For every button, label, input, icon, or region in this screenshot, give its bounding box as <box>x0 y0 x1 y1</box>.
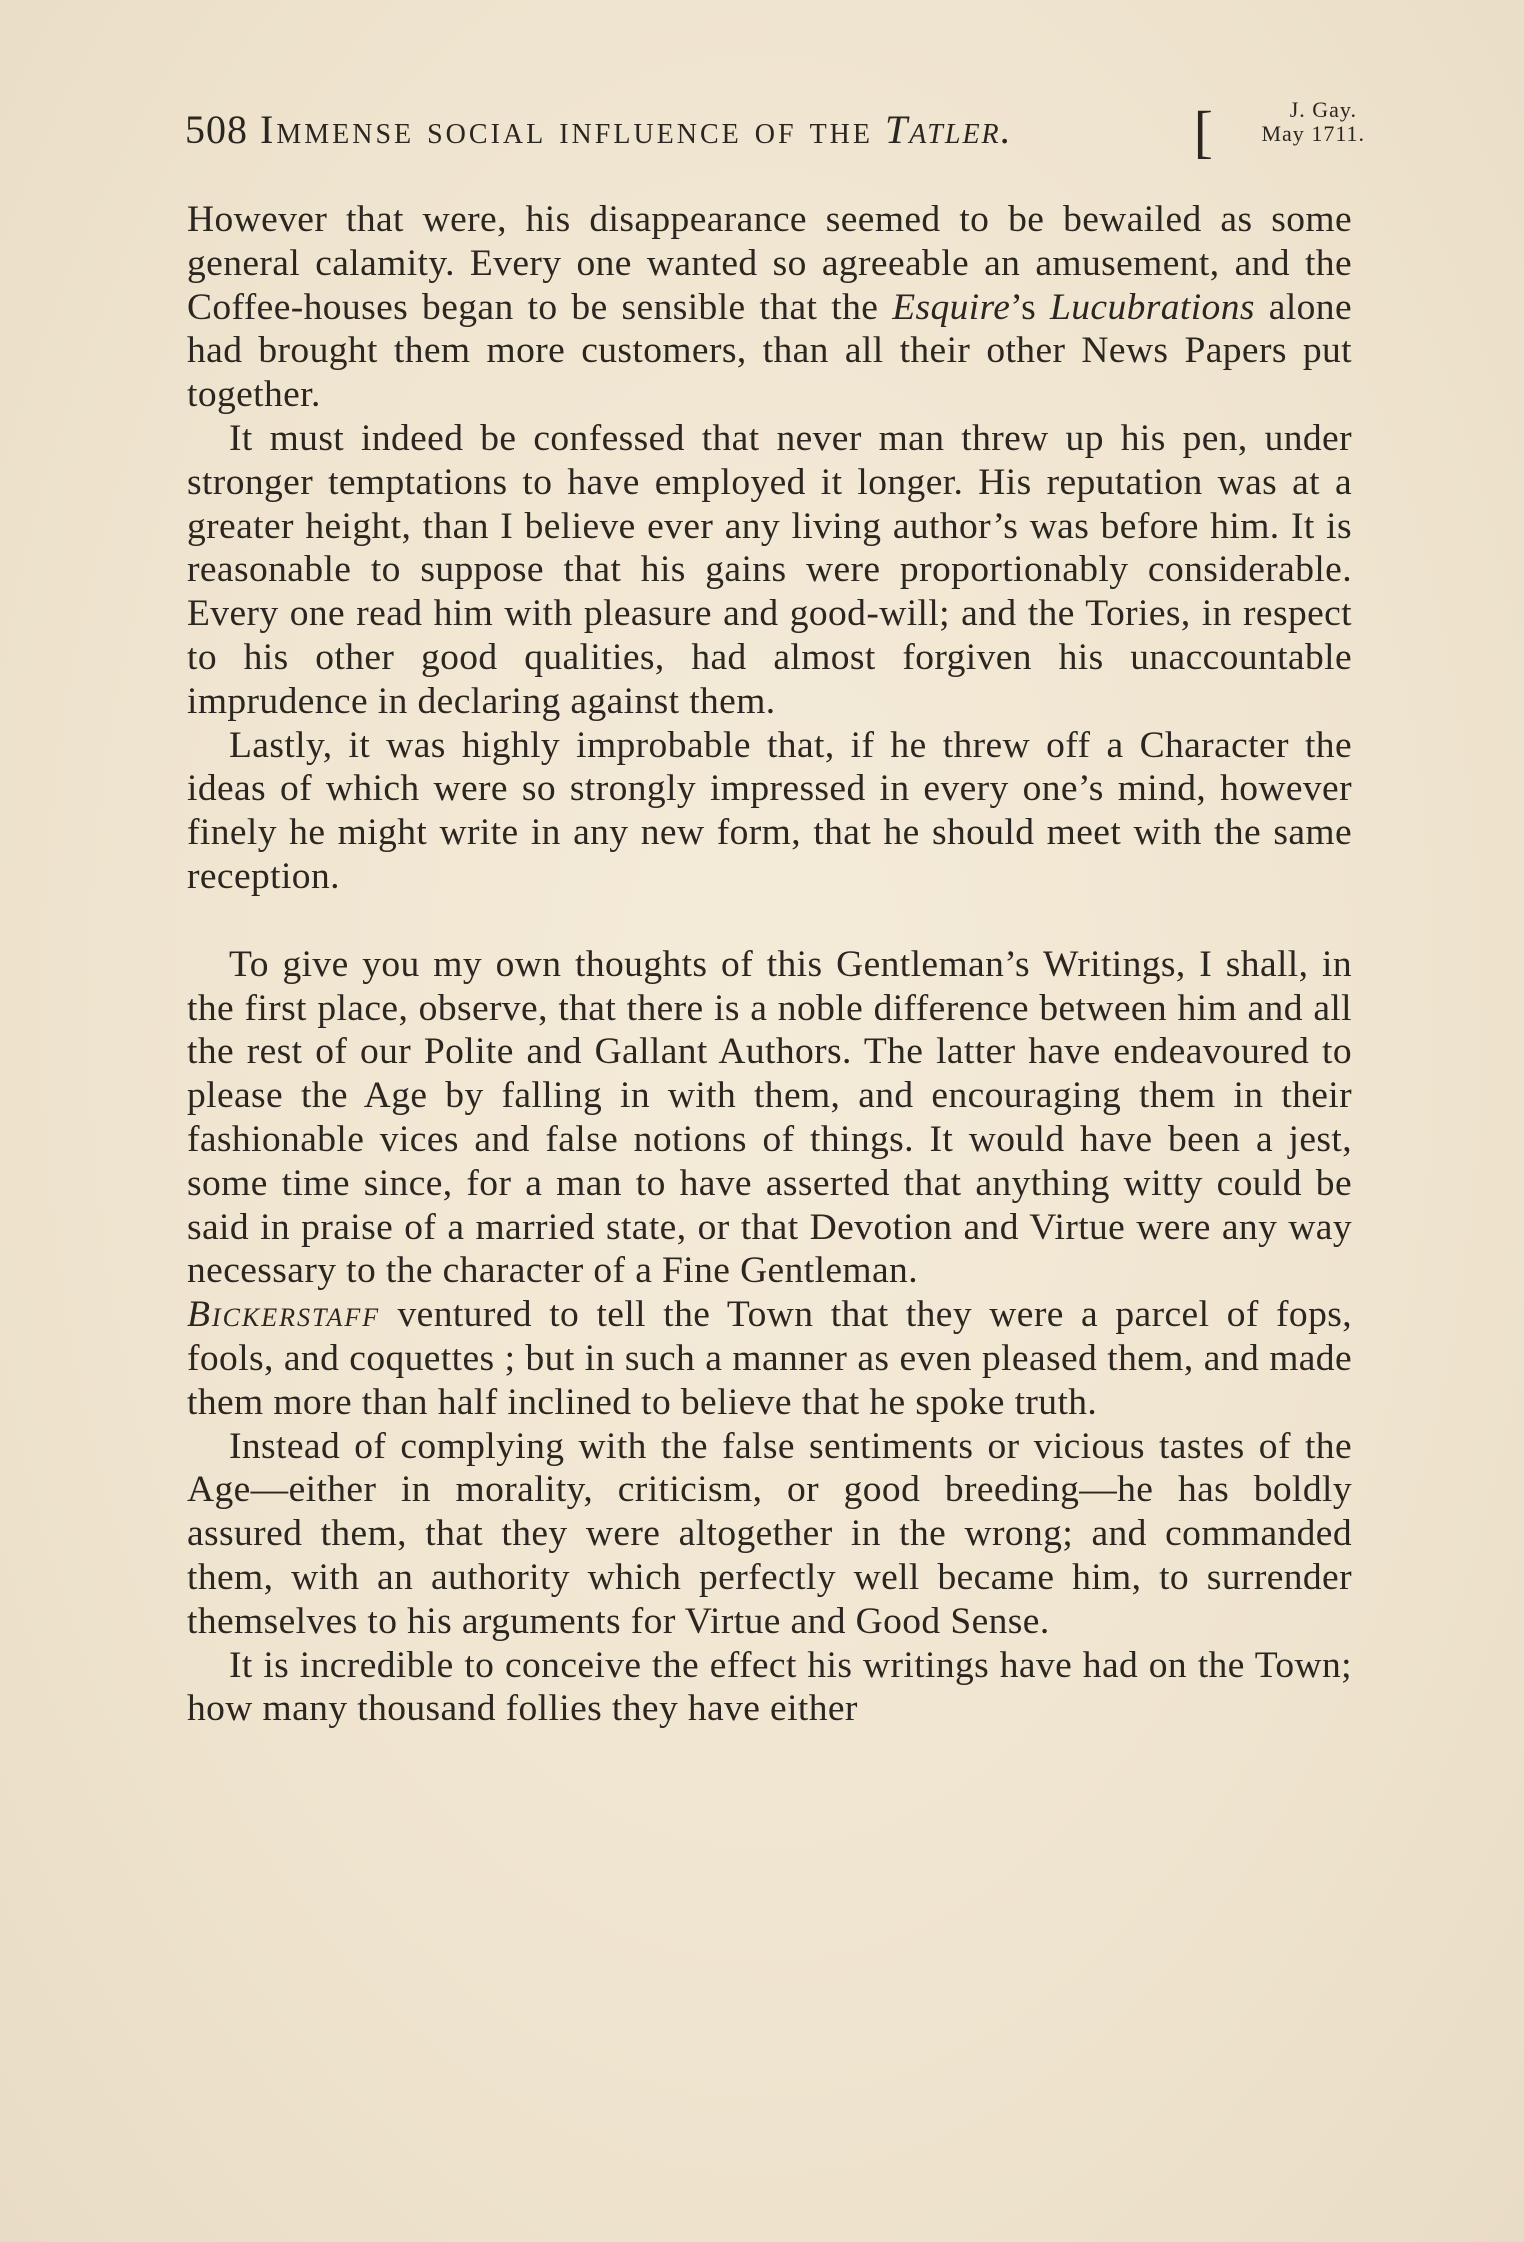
paragraph-1: However that were, his disappearance seemed to be bewailed as some general calamity. Every one wanted so agreeable an amusement, and the Coffee-houses began to be sensible that the Esquire’s Lucubrations alone had brought them more customers, than all their other News Papers put together. <box>187 199 1352 416</box>
paragraph-5: Bickerstaff ventured to tell the Town that they were a parcel of fops, fools, and coquettes ; but in such a manner as even pleased them, and made them more than half inclined to believe that he spoke truth. <box>187 1294 1352 1423</box>
running-header <box>185 97 1365 166</box>
header-title: Immense social influence of the <box>260 107 873 152</box>
small-caps-bickerstaff: Bickerstaff <box>187 1294 381 1336</box>
paragraph-3: Lastly, it was highly improbable that, if he threw off a Character the ideas of which were so strongly impressed in every one’s mind, however finely he might write in any new form, that he should meet with the same reception. <box>187 724 1352 897</box>
side-note-date <box>1225 122 1365 146</box>
paragraph-4: To give you my own thoughts of this Gentleman’s Writings, I shall, in the first place, observe, that there is a noble difference between him and all the rest of our Polite and Gallant Authors. The latter have endeavoured to please the Age by falling in with them, and encouraging them in their fashionable vices and false notions of things. It would have been a jest, some time since, for a man to have asserted that anything witty could be said in praise of a married state, or that Devotion and Virtue were any way necessary to the character of a Fine Gentleman. <box>187 943 1352 1292</box>
paragraph-2: It must indeed be confessed that never man threw up his pen, under stronger temptations to have employed it longer. His reputation was at a greater height, than I believe ever any living author’s was before him. It is reasonable to suppose that his gains were proportionably considerable. Every one read him with pleasure and good-will; and the Tories, in respect to his other good qualities, had almost forgiven his unaccountable imprudence in declaring against them. <box>187 417 1352 722</box>
body-text <box>187 198 1352 1731</box>
header-title-italic: Tatler. <box>885 107 1013 152</box>
side-note-year: 1711. <box>1311 121 1365 146</box>
page-number: 508 <box>185 107 248 152</box>
side-note-month: May <box>1261 121 1305 146</box>
paragraph-7: It is incredible to conceive the effect his writings have had on the Town; how many thousand follies they have either <box>187 1644 1352 1730</box>
side-note-author: J. Gay. <box>1289 97 1357 122</box>
header-side-note <box>1225 98 1365 146</box>
paragraph-6: Instead of complying with the false sentiments or vicious tastes of the Age—either in morality, criticism, or good breeding—he has boldly assured them, that they were altogether in the wrong; and commanded them, with an authority which perfectly well became him, to surrender themselves to his arguments for Virtue and Good Sense. <box>187 1425 1352 1642</box>
italic-esquire: Esquire <box>892 286 1011 328</box>
header-bracket: [ <box>1193 99 1215 164</box>
italic-lucubrations: Lucubrations <box>1050 286 1255 328</box>
